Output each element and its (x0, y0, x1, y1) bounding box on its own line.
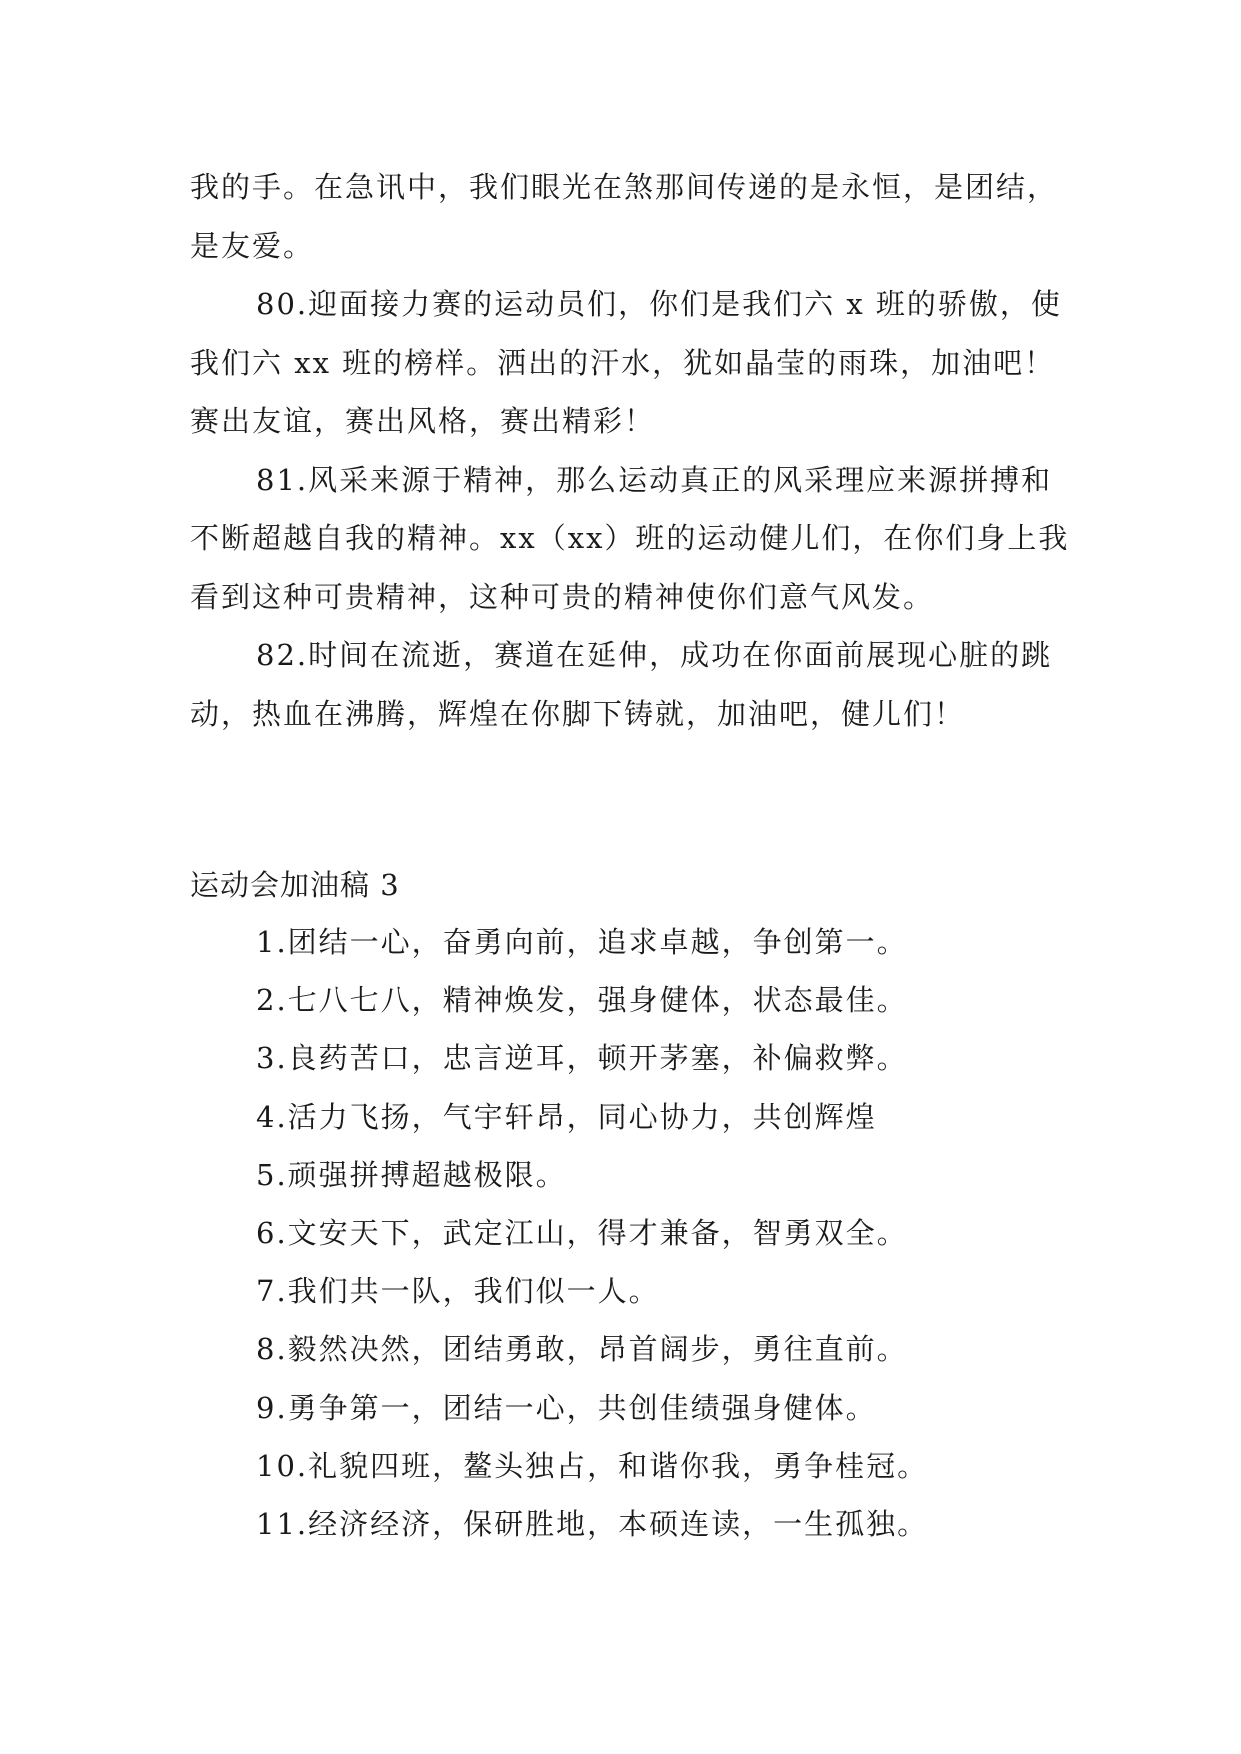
list-item: 3.良药苦口，忠言逆耳，顿开茅塞，补偏救弊。 (256, 1041, 908, 1076)
cheer-list (256, 913, 1076, 1553)
section-title: 运动会加油稿 3 (190, 868, 400, 902)
paragraph-82: 82.时间在流逝，赛道在延伸，成功在你面前展现心脏的跳动，热血在沸腾，辉煌在你脚下铸就，加油吧，健儿们！ (190, 638, 1053, 731)
list-item: 1.团结一心，奋勇向前，追求卓越，争创第一。 (256, 925, 908, 959)
paragraph-continuation: 我的手。在急讯中，我们眼光在煞那间传递的是永恒，是团结，是友爱。 (190, 170, 1059, 263)
list-item: 5.顽强拼搏超越极限。 (256, 1157, 567, 1192)
paragraph-80: 80.迎面接力赛的运动员们，你们是我们六 x 班的骄傲，使我们六 xx 班的榜样。洒出的汗水，犹如晶莹的雨珠，加油吧！赛出友谊，赛出风格，赛出精彩！ (190, 287, 1062, 438)
paragraph-81: 81.风采来源于精神，那么运动真正的风采理应来源拼搏和不断超越自我的精神。xx（xx）班的运动健儿们，在你们身上我看到这种可贵精神，这种可贵的精神使你们意气风发。 (190, 462, 1070, 614)
list-item: 10.礼貌四班，鳌头独占，和谐你我，勇争桂冠。 (256, 1448, 929, 1483)
list-item: 8.毅然决然，团结勇敢，昂首阔步，勇往直前。 (256, 1332, 908, 1367)
list-item: 11.经济经济，保研胜地，本硕连读，一生孤独。 (256, 1507, 929, 1542)
list-item: 4.活力飞扬，气宇轩昂，同心协力，共创辉煌 (256, 1099, 877, 1134)
list-item: 2.七八七八，精神焕发，强身健体，状态最佳。 (256, 983, 908, 1018)
body-text (190, 158, 1070, 743)
list-item: 7.我们共一队，我们似一人。 (256, 1274, 660, 1309)
list-item: 9.勇争第一，团结一心，共创佳绩强身健体。 (256, 1390, 877, 1425)
list-item: 6.文安天下，武定江山，得才兼备，智勇双全。 (256, 1216, 908, 1251)
